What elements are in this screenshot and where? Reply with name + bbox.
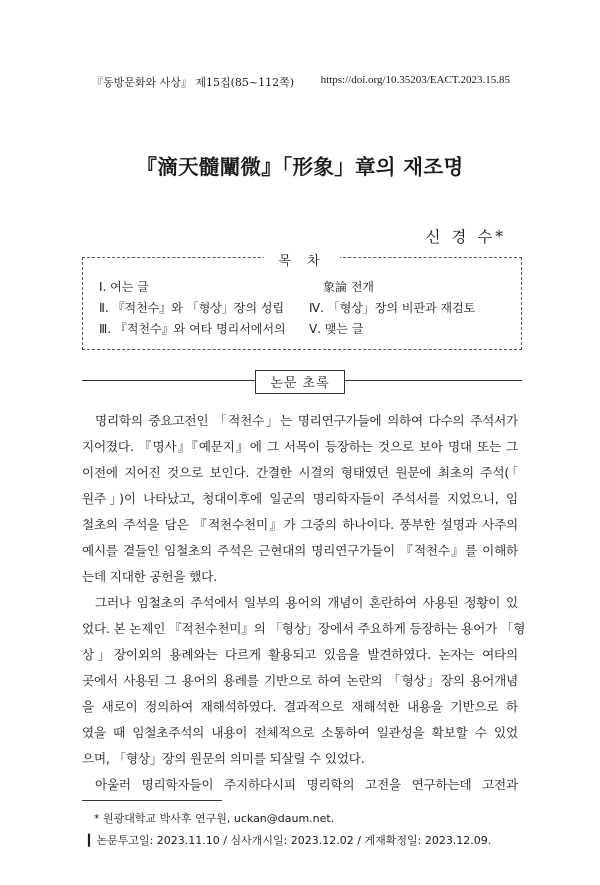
footnote-dates: ▎논문투고일: 2023.11.10 / 심사개시일: 2023.12.02 / 게재확정일: 2023.12.09.	[88, 834, 492, 847]
abstract-line: 으며, 「형상」장의 원문의 의미를 되살릴 수 있었다.	[82, 751, 365, 766]
abstract-line: 그러나 임철초의 주석에서 일부의 용어의 개념이 혼란하여 사용된 정황이 있	[95, 595, 518, 610]
abstract-line: 이전에 지어진 것으로 보인다. 간결한 시결의 형태였던 원문에 최초의 주석(「	[82, 465, 518, 480]
footnote-affiliation: * 원광대학교 박사후 연구원, uckan@daum.net.	[94, 812, 335, 825]
toc-heading: 목 차	[264, 254, 339, 269]
journal-citation: 『동방문화와 사상』 제15집(85~112쪽)	[92, 76, 295, 89]
abstract-line: 였을 때 임철초주석의 내용이 전체적으로 소통하여 일관성을 확보할 수 있었	[82, 725, 518, 740]
abstract-line: 었다. 본 논제인 『적천수천미』의 「형상」장에서 주요하게 등장하는 용어가 「형	[82, 621, 526, 636]
abstract-line: 아울러 명리학자들이 주지하다시피 명리학의 고전을 연구하는데 고전과	[95, 777, 518, 792]
toc-item-4: Ⅳ. 「형상」장의 비판과 재검토	[309, 301, 476, 315]
footnote-divider	[82, 800, 222, 801]
toc-item-2: Ⅱ. 『적천수』와 「형상」장의 성립	[99, 301, 285, 315]
abstract-heading: 논문 초록	[255, 370, 344, 394]
paper-title: 『滴天髓闡微』「形象」章의 재조명	[136, 155, 464, 179]
author-name: 신 경 수*	[425, 228, 506, 246]
abstract-line: 곳에서 사용된 그 용어의 용례를 기반으로 하여 논란의 「형상」장의 용어개념	[82, 673, 518, 688]
table-of-contents	[82, 254, 522, 350]
toc-item-5: Ⅴ. 맺는 글	[309, 322, 364, 336]
doi-link[interactable]: https://doi.org/10.35203/EACT.2023.15.85	[320, 74, 510, 86]
abstract-line: 철초의 주석을 담은 『적천수천미』가 그중의 하나이다. 풍부한 설명과 사주의	[82, 517, 518, 532]
abstract-line: 명리학의 중요고전인 「적천수」는 명리연구가들에 의하여 다수의 주석서가	[95, 413, 518, 428]
toc-item-1: Ⅰ. 여는 글	[99, 280, 149, 294]
toc-item-3: Ⅲ. 『적천수』와 여타 명리서에서의	[99, 322, 286, 336]
abstract-line: 을 새로이 정의하여 재해석하였다. 결과적으로 재해석한 내용을 기반으로 하	[82, 699, 518, 714]
abstract-line: 상」장이외의 용례와는 다르게 활용되고 있음을 발견하였다. 논자는 여타의	[82, 647, 518, 662]
abstract-line: 예시를 곁들인 임철초의 주석은 근현대의 명리연구가들이 『적천수』를 이해하	[82, 543, 518, 558]
abstract-line: 는데 지대한 공헌을 했다.	[82, 569, 217, 584]
abstract-line: 지어졌다. 『명사』『예문지』에 그 서목이 등장하는 것으로 보아 명대 또는 그	[82, 439, 518, 454]
abstract-line: 원주」)이 나타났고, 청대이후에 일군의 명리학자들이 주석서를 지었으니, 임	[82, 491, 518, 506]
toc-item-3-cont: 象論 전개	[323, 280, 374, 294]
